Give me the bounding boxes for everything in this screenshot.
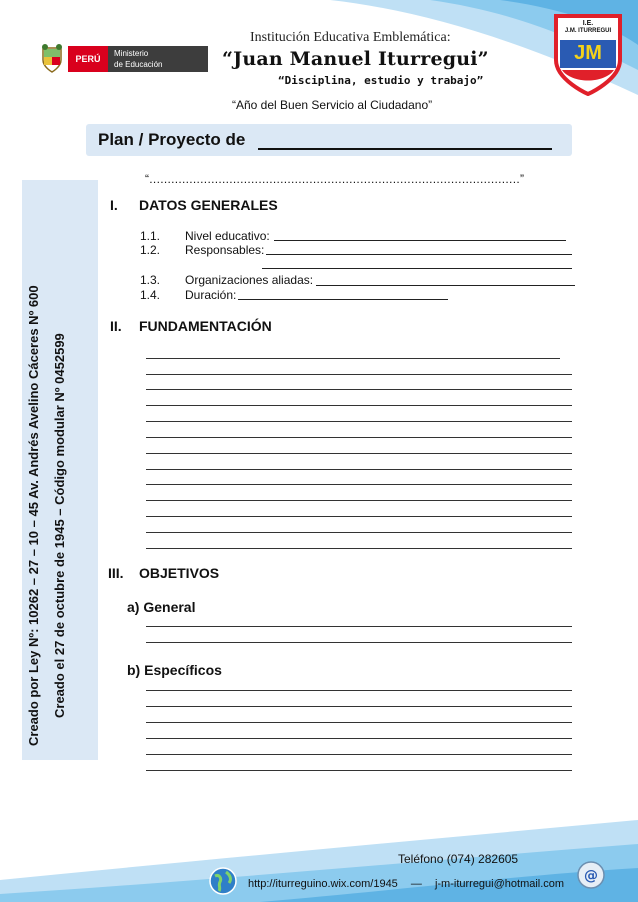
strip-line-modular-code: Creado el 27 de octubre de 1945 – Código modular Nº 0452599 (52, 333, 67, 718)
section-3-heading: OBJETIVOS (139, 565, 220, 581)
institution-name: “Juan Manuel Iturregui” (222, 48, 489, 70)
writing-line[interactable] (146, 405, 572, 406)
peru-label: PERÚ (68, 46, 108, 72)
writing-line[interactable] (146, 500, 572, 501)
organizations-field-line[interactable] (316, 285, 575, 286)
item-1-3-label: Organizaciones aliadas: (185, 273, 314, 287)
writing-line[interactable] (146, 690, 572, 691)
footer-website-link[interactable]: http://iturreguino.wix.com/1945 (248, 878, 398, 890)
peru-shield-icon (40, 44, 64, 74)
writing-line[interactable] (146, 706, 572, 707)
responsables-field-line-2[interactable] (262, 268, 572, 269)
title-fill-line[interactable] (258, 148, 552, 150)
level-field-line[interactable] (274, 240, 566, 241)
strip-line-creation-law: Creado por Ley Nº: 10262 – 27 – 10 – 45 Av. Andrés Avelino Cáceres Nº 600 (26, 285, 41, 746)
writing-line[interactable] (146, 484, 572, 485)
section-2-heading: FUNDAMENTACIÓN (139, 318, 272, 334)
writing-line[interactable] (146, 770, 572, 771)
section-2-numeral: II. (110, 318, 122, 334)
writing-line[interactable] (146, 389, 572, 390)
item-1-2-number: 1.2. (140, 243, 161, 257)
school-badge (552, 12, 624, 96)
ministry-line1: Ministerio (114, 49, 149, 58)
specific-objectives-heading: b) Específicos (127, 662, 222, 678)
item-1-1-number: 1.1. (140, 229, 161, 243)
writing-line[interactable] (146, 642, 572, 643)
globe-icon (208, 866, 238, 896)
item-1-2-label: Responsables: (185, 243, 265, 257)
writing-line[interactable] (146, 516, 572, 517)
general-objective-heading: a) General (127, 599, 196, 615)
writing-line[interactable] (146, 626, 572, 627)
writing-line[interactable] (146, 738, 572, 739)
badge-line1: I.E. (582, 20, 594, 27)
footer-separator: — (410, 878, 422, 890)
item-1-3-number: 1.3. (140, 273, 161, 287)
year-motto: “Año del Buen Servicio al Ciudadano” (232, 98, 433, 112)
writing-line[interactable] (146, 453, 572, 454)
ministry-logo (40, 42, 210, 76)
badge-line2: J.M. ITURREGUI (564, 28, 612, 34)
section-3-numeral: III. (108, 565, 124, 581)
footer-contact (248, 878, 564, 890)
footer-phone: Teléfono (074) 282605 (398, 852, 519, 866)
writing-line[interactable] (146, 374, 572, 375)
svg-text:@: @ (584, 868, 598, 884)
ministry-line2: de Educación (114, 60, 163, 69)
email-at-icon (576, 860, 606, 890)
section-1-numeral: I. (110, 197, 118, 213)
writing-line[interactable] (146, 722, 572, 723)
writing-line[interactable] (146, 532, 572, 533)
writing-line[interactable] (146, 437, 572, 438)
responsables-field-line[interactable] (266, 254, 572, 255)
badge-monogram: JM (574, 42, 602, 64)
page-title: Plan / Proyecto de (98, 130, 246, 149)
item-1-4-label: Duración: (185, 288, 237, 302)
writing-line[interactable] (146, 754, 572, 755)
writing-line[interactable] (146, 469, 572, 470)
duration-field-line[interactable] (238, 299, 448, 300)
item-1-4-number: 1.4. (140, 288, 161, 302)
institution-subtitle: Institución Educativa Emblemática: (250, 30, 451, 45)
writing-line[interactable] (146, 358, 560, 359)
quote-placeholder: “......................................................................................................” (145, 172, 525, 186)
writing-line[interactable] (146, 421, 572, 422)
writing-line[interactable] (146, 548, 572, 549)
footer-email-link[interactable]: j-m-iturregui@hotmail.com (434, 878, 565, 890)
institution-motto: “Disciplina, estudio y trabajo” (278, 74, 484, 87)
item-1-1-label: Nivel educativo: (185, 229, 270, 243)
section-1-heading: DATOS GENERALES (139, 197, 278, 213)
